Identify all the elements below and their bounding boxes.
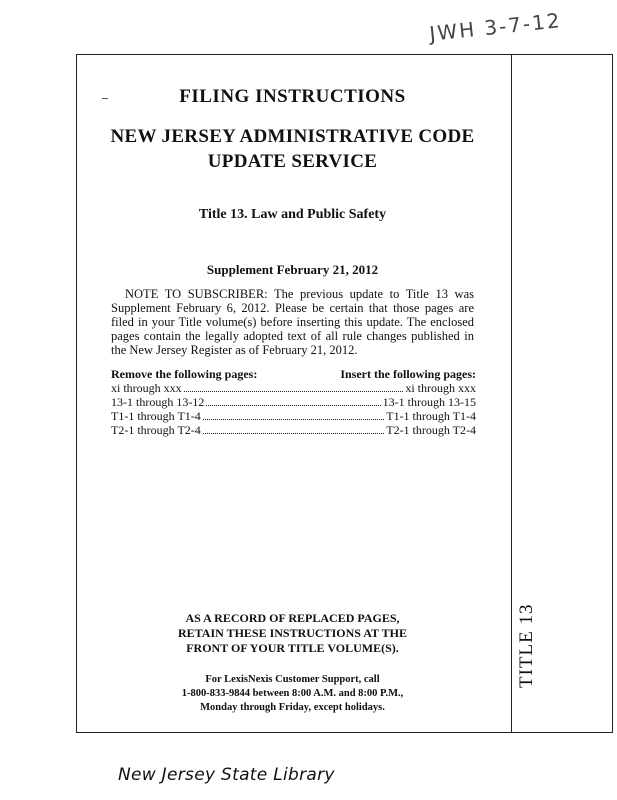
table-row bbox=[111, 423, 476, 437]
dot-leader bbox=[184, 383, 404, 392]
record-instruction bbox=[111, 611, 474, 656]
support-line-2: 1-800-833-9844 between 8:00 A.M. and 8:00 P.M., bbox=[181, 688, 404, 699]
frame-bottom-rule bbox=[76, 732, 613, 733]
library-stamp: New Jersey State Library bbox=[118, 765, 335, 785]
frame-right-rule bbox=[612, 54, 613, 733]
subheading-line-2: UPDATE SERVICE bbox=[207, 151, 378, 172]
insert-range: xi through xxx bbox=[405, 381, 476, 395]
record-line-2: RETAIN THESE INSTRUCTIONS AT THE bbox=[178, 626, 407, 640]
frame-top-rule bbox=[76, 54, 613, 55]
spine-tab bbox=[516, 603, 546, 690]
page-replacement-table bbox=[111, 367, 476, 437]
frame-left-rule bbox=[76, 54, 77, 733]
handwritten-initials-date: JWH 3-7-12 bbox=[428, 8, 563, 46]
insert-range: T1-1 through T1-4 bbox=[386, 409, 476, 423]
insert-header: Insert the following pages: bbox=[340, 367, 476, 381]
scan-mark bbox=[102, 98, 108, 99]
dot-leader bbox=[206, 397, 380, 406]
remove-range: T1-1 through T1-4 bbox=[111, 409, 201, 423]
record-line-1: AS A RECORD OF REPLACED PAGES, bbox=[185, 611, 400, 625]
subscriber-note: NOTE TO SUBSCRIBER: The previous update to Title 13 was Supplement February 6, 2012. Please be certain that those pages are filed in your Title volume(s) before inserting this update. The enclosed pages contain the legally adopted text of all rule changes published in the New Jersey Register as of February 21, 2012. bbox=[111, 287, 474, 357]
spine-label: TITLE 13 bbox=[516, 603, 537, 688]
customer-support-info bbox=[111, 673, 474, 715]
table-row bbox=[111, 381, 476, 395]
remove-header: Remove the following pages: bbox=[111, 367, 258, 381]
record-line-3: FRONT OF YOUR TITLE VOLUME(S). bbox=[186, 641, 399, 655]
insert-range: T2-1 through T2-4 bbox=[386, 423, 476, 437]
remove-range: 13-1 through 13-12 bbox=[111, 395, 205, 409]
subheading-line-1: NEW JERSEY ADMINISTRATIVE CODE bbox=[110, 126, 475, 147]
page-table-header bbox=[111, 367, 476, 381]
remove-range: T2-1 through T2-4 bbox=[111, 423, 201, 437]
title-name: Title 13. Law and Public Safety bbox=[198, 207, 387, 222]
insert-range: 13-1 through 13-15 bbox=[382, 395, 476, 409]
supplement-date: Supplement February 21, 2012 bbox=[206, 262, 379, 277]
page-heading: FILING INSTRUCTIONS bbox=[179, 86, 406, 107]
remove-range: xi through xxx bbox=[111, 381, 182, 395]
code-subheading bbox=[100, 124, 485, 174]
dot-leader bbox=[203, 425, 384, 434]
support-line-3: Monday through Friday, except holidays. bbox=[200, 702, 385, 713]
table-row bbox=[111, 395, 476, 409]
table-row bbox=[111, 409, 476, 423]
dot-leader bbox=[203, 411, 384, 420]
spine-divider-rule bbox=[511, 54, 512, 733]
support-line-1: For LexisNexis Customer Support, call bbox=[205, 674, 380, 685]
